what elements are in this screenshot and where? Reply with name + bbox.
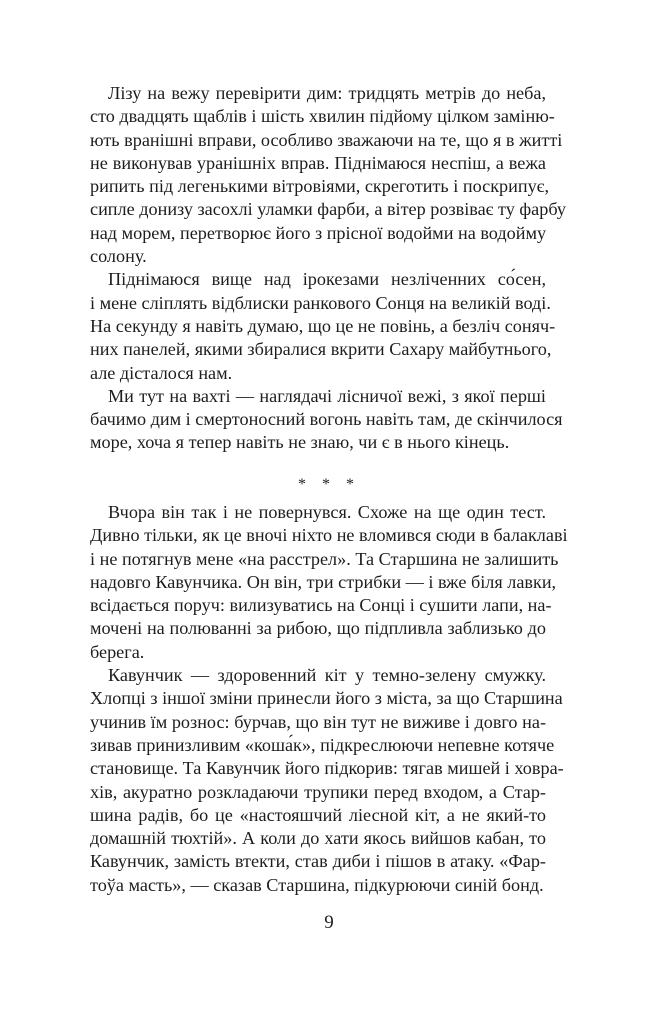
text-line: море, хоча я тепер навіть не знаю, чи є в нього кінець. (90, 432, 510, 453)
text-line: сто двадцять щаблів і шість хвилин підйому цілком заміню- (90, 106, 555, 127)
text-line: Ми тут на вахті — наглядачі лісничої вежі, з якої перші (108, 385, 546, 406)
text-line: надовго Кавунчика. Он він, три стрибки — і вже біля лавки, (90, 571, 557, 592)
text-line: Кавунчик, замість втекти, став диби і пішов в атаку. «Фар- (90, 851, 546, 872)
text-line: бачимо дим і смертоносний вогонь навіть там, де скінчилося (90, 409, 563, 430)
text-line: хів, акуратно розкладаючи трупики перед входом, а Стар- (90, 781, 546, 802)
text-line: Кавунчик — здоровенний кіт у темно-зелену смужку. (108, 665, 546, 686)
text-line: домашній тюхтій». А коли до хати якось вийшов кабан, то (90, 828, 546, 849)
text-line: Лізу на вежу перевірити дим: тридцять метрів до неба, (108, 83, 546, 103)
text-line: На секунду я навіть думаю, що це не повінь, а безліч соняч- (90, 315, 556, 336)
text-line: Піднімаюся вище над ірокезами незліченних со́сен, (108, 269, 546, 290)
text-line: і мене сліплять відблиски ранкового Сонця на великій воді. (90, 292, 551, 313)
section-separator: * * * (298, 476, 360, 493)
text-line: ють вранішні вправи, особливо зважаючи на те, що я в житті (90, 129, 563, 150)
page-number: 9 (324, 912, 334, 933)
text-section-2 (90, 501, 568, 897)
text-line: солону. (90, 246, 147, 267)
text-section-1 (90, 82, 566, 455)
text-line: не виконував уранішніх вправ. Піднімаюся неспіш, а вежа (90, 152, 546, 173)
text-line: тоўа масть», — сказав Старшина, підкурюючи синій бонд. (90, 874, 544, 895)
text-line: над морем, перетворює його з прісної водойми на водойму (90, 222, 547, 243)
text-line: учинив їм рознос: бурчав, що він тут не виживе і довго на- (90, 711, 546, 732)
text-line: всідається поруч: вилизуватись на Сонці і сушити лапи, на- (90, 595, 552, 616)
text-line: Вчора він так і не повернувся. Схоже на ще один тест. (108, 502, 546, 522)
text-line: сипле донизу засохлі уламки фарби, а вітер розвіває ту фарбу (90, 199, 566, 220)
text-line: рипить під легенькими вітровіями, скреготить і поскрипує, (90, 176, 550, 197)
text-line: шина радів, бо це «настояшчий ліесной кіт, а не який-то (90, 804, 546, 825)
text-line: берега. (90, 641, 145, 662)
text-line: зивав принизливим «коша́к», підкреслюючи непевне котяче (90, 734, 555, 755)
text-line: і не потягнув мене «на расстрел». Та Старшина не залишить (90, 548, 559, 569)
text-line: становище. Та Кавунчик його підкорив: тягав мишей і ховра- (90, 758, 564, 779)
text-line: них панелей, якими збиралися вкрити Сахару майбутнього, (90, 339, 552, 360)
text-line: Хлопці з іншої зміни принесли його з міста, за що Старшина (90, 688, 563, 709)
text-line: мочені на полюванні за рибою, що підпливла заблизько до (90, 618, 546, 639)
text-line: Дивно тільки, як це вночі ніхто не вломився сюди в балаклаві (90, 525, 568, 546)
text-line: але дісталося нам. (90, 362, 233, 383)
